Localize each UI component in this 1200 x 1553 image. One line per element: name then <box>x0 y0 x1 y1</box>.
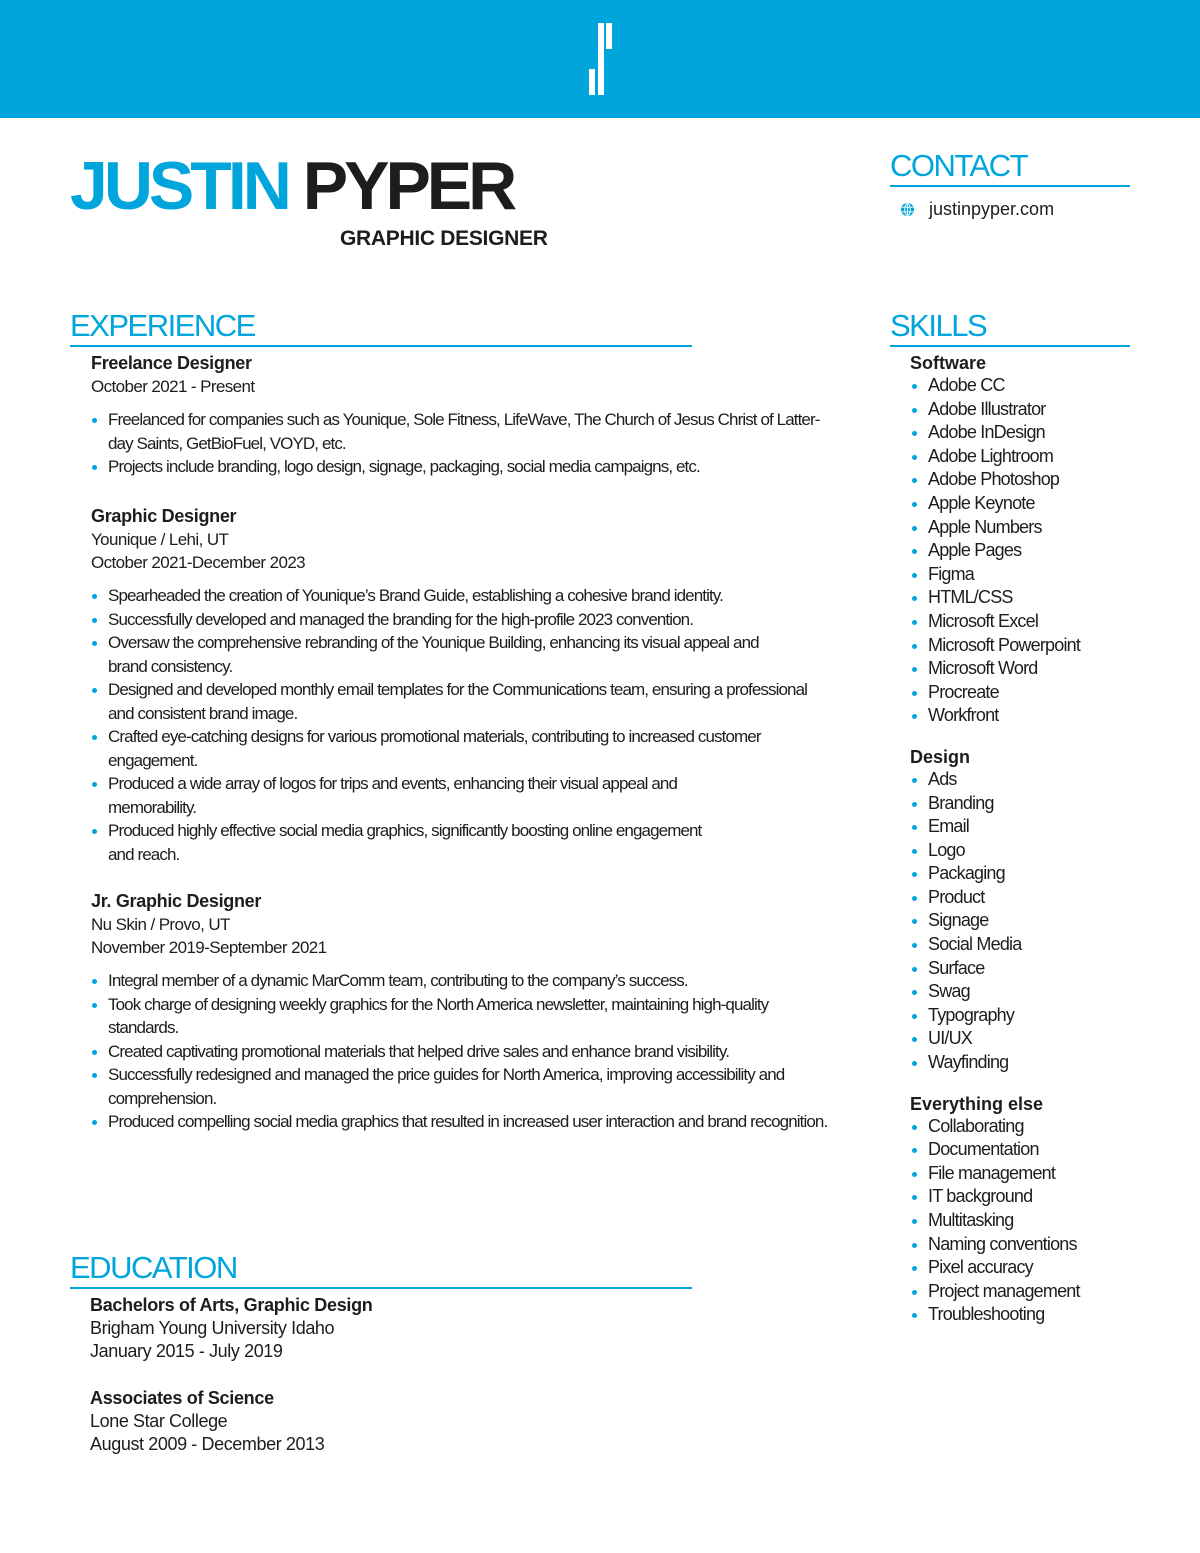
job-dates: November 2019-September 2021 <box>91 938 327 957</box>
job-bullet: Projects include branding, logo design, signage, packaging, social media campaigns, etc. <box>91 455 851 479</box>
degree: Bachelors of Arts, Graphic Design <box>90 1295 373 1315</box>
vertical-bars-logo-icon <box>587 23 613 95</box>
school: Brigham Young University Idaho <box>90 1318 335 1338</box>
skill-item: Signage <box>910 909 1140 933</box>
skill-item: Documentation <box>910 1138 1140 1162</box>
job-bullet: Created captivating promotional materials that helped drive sales and enhance brand visibility. <box>91 1040 731 1064</box>
skill-group-software <box>910 352 1140 728</box>
job-bullet: Took charge of designing weekly graphics for the North America newsletter, maintaining high-quality standards. <box>91 993 821 1040</box>
skill-item: Adobe Photoshop <box>910 468 1140 492</box>
education-dates: August 2009 - December 2013 <box>90 1434 325 1454</box>
job-title: Freelance Designer <box>91 353 252 373</box>
skill-item: Surface <box>910 957 1140 981</box>
skill-item: IT background <box>910 1185 1140 1209</box>
skill-item: Adobe Lightroom <box>910 445 1140 469</box>
skill-item: Procreate <box>910 681 1140 705</box>
job-title: Jr. Graphic Designer <box>91 891 262 911</box>
skill-item: Microsoft Word <box>910 657 1140 681</box>
skill-group-title: Software <box>910 353 987 373</box>
skill-item: Social Media <box>910 933 1140 957</box>
skill-items <box>910 1115 1140 1327</box>
skill-item: HTML/CSS <box>910 586 1140 610</box>
job-bullet: Integral member of a dynamic MarComm team, contributing to the company’s success. <box>91 969 851 993</box>
skill-item: Ads <box>910 768 1140 792</box>
globe-icon <box>900 202 915 217</box>
education-dates: January 2015 - July 2019 <box>90 1341 283 1361</box>
skill-item: Wayfinding <box>910 1051 1140 1075</box>
skill-items <box>910 374 1140 728</box>
job-title: Graphic Designer <box>91 506 237 526</box>
skill-item: Swag <box>910 980 1140 1004</box>
job-company: Younique / Lehi, UT <box>91 530 229 549</box>
skill-item: Packaging <box>910 862 1140 886</box>
education-heading: EDUCATION <box>70 1250 237 1285</box>
job-bullet: Successfully redesigned and managed the price guides for North America, improving accessibility and comprehension. <box>91 1063 791 1110</box>
job-dates: October 2021 - Present <box>91 377 255 396</box>
job-bullet: Produced compelling social media graphics that resulted in increased user interaction and brand recognition. <box>91 1110 831 1134</box>
job-dates: October 2021-December 2023 <box>91 553 306 572</box>
job-company: Nu Skin / Provo, UT <box>91 915 230 934</box>
job-bullet: Spearheaded the creation of Younique’s Brand Guide, establishing a cohesive brand identity. <box>91 584 851 608</box>
skill-item: Product <box>910 886 1140 910</box>
skill-item: Logo <box>910 839 1140 863</box>
job-bullet: Produced a wide array of logos for trips and events, enhancing their visual appeal and memorability. <box>91 772 751 819</box>
contact-website[interactable] <box>900 199 1054 220</box>
skill-item: Pixel accuracy <box>910 1256 1140 1280</box>
skill-group-everything-else <box>910 1093 1140 1327</box>
skill-item: Collaborating <box>910 1115 1140 1139</box>
school: Lone Star College <box>90 1411 228 1431</box>
job-bullet: Produced highly effective social media graphics, significantly boosting online engagement and reach. <box>91 819 721 866</box>
website-link[interactable]: justinpyper.com <box>929 199 1055 219</box>
first-name: JUSTIN <box>70 148 288 224</box>
skills-divider <box>890 345 1130 347</box>
skill-item: Naming conventions <box>910 1233 1140 1257</box>
job-entry <box>91 352 851 479</box>
skill-item: Branding <box>910 792 1140 816</box>
candidate-name <box>70 148 513 224</box>
skills-heading: SKILLS <box>890 308 987 343</box>
skill-item: Apple Keynote <box>910 492 1140 516</box>
job-bullet: Successfully developed and managed the branding for the high-profile 2023 convention. <box>91 608 851 632</box>
last-name: PYPER <box>302 148 514 224</box>
skill-item: Microsoft Excel <box>910 610 1140 634</box>
education-entry <box>90 1387 324 1456</box>
skill-item: Workfront <box>910 704 1140 728</box>
experience-heading: EXPERIENCE <box>70 308 255 343</box>
skill-item: File management <box>910 1162 1140 1186</box>
skill-item: UI/UX <box>910 1027 1140 1051</box>
skill-item: Typography <box>910 1004 1140 1028</box>
skill-item: Troubleshooting <box>910 1303 1140 1327</box>
education-divider <box>70 1287 692 1289</box>
skill-group-design <box>910 746 1140 1075</box>
job-bullet: Designed and developed monthly email templates for the Communications team, ensuring a professional and consistent brand image. <box>91 678 836 725</box>
skills-list <box>910 352 1140 1345</box>
job-bullet: Oversaw the comprehensive rebranding of the Younique Building, enhancing its visual appeal and brand consistency. <box>91 631 791 678</box>
skill-item: Figma <box>910 563 1140 587</box>
skill-item: Apple Pages <box>910 539 1140 563</box>
skill-item: Adobe Illustrator <box>910 398 1140 422</box>
skill-group-title: Everything else <box>910 1093 1044 1114</box>
header-bar <box>0 0 1200 118</box>
experience-divider <box>70 345 692 347</box>
job-bullets <box>91 584 851 866</box>
job-entry <box>91 890 851 1134</box>
skill-item: Multitasking <box>910 1209 1140 1233</box>
skill-item: Adobe CC <box>910 374 1140 398</box>
job-bullets <box>91 969 851 1134</box>
degree: Associates of Science <box>90 1388 274 1408</box>
job-bullets <box>91 408 851 479</box>
education-entry <box>90 1294 373 1363</box>
skill-item: Email <box>910 815 1140 839</box>
job-bullet: Crafted eye-catching designs for various promotional materials, contributing to increased customer engagement. <box>91 725 826 772</box>
job-bullet: Freelanced for companies such as Younique, Sole Fitness, LifeWave, The Church of Jesus Christ of Latter-day Saints, GetBioFuel, VOYD, etc. <box>91 408 821 455</box>
skill-item: Apple Numbers <box>910 516 1140 540</box>
job-entry <box>91 505 851 866</box>
skill-item: Project management <box>910 1280 1140 1304</box>
contact-divider <box>890 185 1130 187</box>
skill-items <box>910 768 1140 1075</box>
job-role: GRAPHIC DESIGNER <box>340 227 548 250</box>
skill-item: Adobe InDesign <box>910 421 1140 445</box>
skill-group-title: Design <box>910 746 971 767</box>
contact-heading: CONTACT <box>890 148 1028 183</box>
skill-item: Microsoft Powerpoint <box>910 634 1140 658</box>
